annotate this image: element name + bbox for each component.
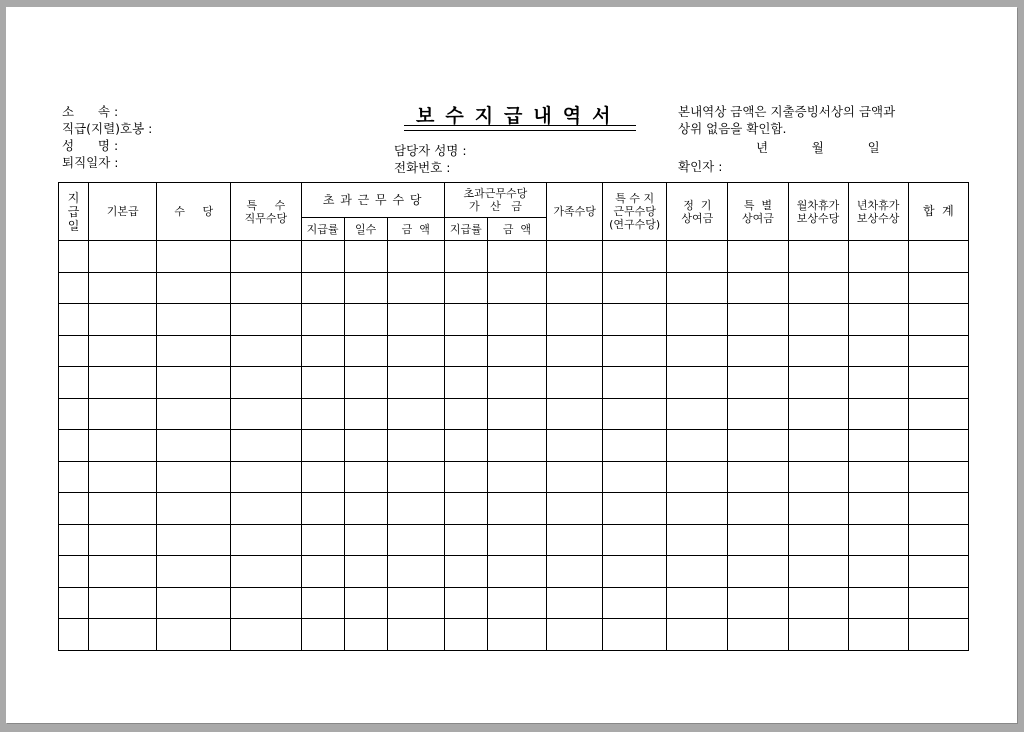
table-cell [788,398,848,430]
title-double-underline [404,125,636,131]
table-cell [157,241,231,273]
table-cell [487,367,546,399]
table-cell [788,556,848,588]
table-cell [728,493,788,525]
table-cell [667,398,728,430]
table-row [59,272,969,304]
header-regular-bonus: 정 기 상여금 [667,183,728,241]
table-cell [387,524,444,556]
table-cell [788,335,848,367]
table-cell [547,556,603,588]
table-cell [788,524,848,556]
table-cell [301,367,344,399]
table-cell [231,304,301,336]
table-cell [59,272,89,304]
table-cell [344,556,387,588]
table-row [59,619,969,651]
table-cell [89,272,157,304]
table-cell [157,587,231,619]
table-cell [231,587,301,619]
table-cell [603,335,667,367]
table-row [59,461,969,493]
table-cell [89,493,157,525]
document-title: 보수지급내역서 [416,105,622,127]
table-cell [344,272,387,304]
table-cell [301,398,344,430]
table-cell [157,272,231,304]
table-cell [387,367,444,399]
table-cell [908,241,968,273]
table-cell [444,335,487,367]
table-cell [848,304,908,336]
table-cell [387,556,444,588]
table-cell [667,556,728,588]
table-cell [344,619,387,651]
header-base-pay: 기본급 [89,183,157,241]
table-cell [231,272,301,304]
table-cell [728,430,788,462]
table-cell [444,461,487,493]
table-cell [848,619,908,651]
table-cell [487,524,546,556]
table-cell [157,430,231,462]
table-cell [603,461,667,493]
header-special-work-allowance: 특 수 지 근무수당 (연구수당) [603,183,667,241]
table-cell [444,304,487,336]
table-cell [547,304,603,336]
table-cell [728,398,788,430]
table-cell [301,493,344,525]
table-cell [444,241,487,273]
table-cell [157,524,231,556]
table-cell [603,304,667,336]
table-cell [728,587,788,619]
table-cell [231,524,301,556]
table-cell [848,556,908,588]
table-cell [157,556,231,588]
table-cell [603,272,667,304]
table-cell [908,335,968,367]
table-cell [59,556,89,588]
table-cell [908,587,968,619]
table-cell [728,524,788,556]
table-cell [908,367,968,399]
retire-date-label: 퇴직일자 : [62,155,119,170]
table-cell [89,524,157,556]
table-cell [231,241,301,273]
table-cell [728,304,788,336]
table-cell [301,524,344,556]
table-cell [908,556,968,588]
table-cell [344,398,387,430]
table-cell [908,619,968,651]
table-cell [231,335,301,367]
table-cell [667,430,728,462]
table-cell [301,587,344,619]
table-cell [89,461,157,493]
table-cell [387,461,444,493]
header-allowance: 수 당 [157,183,231,241]
table-cell [301,335,344,367]
table-cell [603,398,667,430]
table-cell [89,304,157,336]
table-cell [908,461,968,493]
table-cell [231,556,301,588]
table-cell [547,398,603,430]
table-cell [848,272,908,304]
table-cell [344,367,387,399]
table-cell [487,241,546,273]
table-cell [487,493,546,525]
table-cell [59,304,89,336]
table-cell [444,367,487,399]
table-cell [59,524,89,556]
table-cell [728,619,788,651]
table-cell [547,367,603,399]
table-cell [157,335,231,367]
table-cell [231,461,301,493]
table-cell [848,461,908,493]
table-cell [487,272,546,304]
table-cell [444,493,487,525]
table-cell [848,335,908,367]
table-cell [487,335,546,367]
table-cell [387,241,444,273]
table-cell [301,619,344,651]
table-cell [487,430,546,462]
header-overtime-allowance: 초 과 근 무 수 당 [301,183,444,218]
table-cell [487,398,546,430]
table-cell [848,524,908,556]
table-cell [387,587,444,619]
table-cell [728,272,788,304]
table-cell [848,398,908,430]
table-cell [788,461,848,493]
table-cell [89,619,157,651]
table-row [59,241,969,273]
table-cell [788,367,848,399]
table-cell [487,304,546,336]
table-cell [157,304,231,336]
table-cell [908,398,968,430]
table-cell [788,493,848,525]
table-cell [59,367,89,399]
header-monthly-leave-compensation: 월차휴가 보상수당 [788,183,848,241]
table-cell [487,556,546,588]
table-cell [444,524,487,556]
table-cell [908,304,968,336]
table-cell [444,430,487,462]
table-cell [603,367,667,399]
table-cell [444,272,487,304]
table-cell [231,398,301,430]
header-overtime-days: 일수 [344,218,387,241]
table-cell [89,556,157,588]
table-cell [157,398,231,430]
table-cell [157,493,231,525]
table-cell [728,335,788,367]
table-cell [301,304,344,336]
table-cell [301,461,344,493]
table-cell [387,304,444,336]
table-cell [667,272,728,304]
header-pay-day: 지 급 일 [59,183,89,241]
table-cell [344,587,387,619]
table-cell [547,524,603,556]
phone-label: 전화번호 : [394,160,451,175]
table-cell [157,461,231,493]
table-cell [487,619,546,651]
header-overtime-bonus-rate: 지급률 [444,218,487,241]
table-cell [231,430,301,462]
table-cell [603,430,667,462]
table-cell [667,367,728,399]
table-cell [547,335,603,367]
table-cell [908,493,968,525]
table-cell [788,619,848,651]
table-cell [59,461,89,493]
header-family-allowance: 가족수당 [547,183,603,241]
table-cell [444,619,487,651]
table-row [59,398,969,430]
table-cell [788,241,848,273]
table-cell [848,493,908,525]
table-cell [89,367,157,399]
table-cell [59,430,89,462]
table-cell [301,241,344,273]
table-cell [387,272,444,304]
table-cell [59,587,89,619]
table-cell [301,272,344,304]
affiliation-label: 소 속 : [62,104,119,119]
table-cell [444,587,487,619]
table-row [59,556,969,588]
table-cell [788,430,848,462]
table-cell [344,241,387,273]
table-cell [344,493,387,525]
table-cell [728,556,788,588]
header-total: 합 계 [908,183,968,241]
table-cell [728,367,788,399]
header-special-bonus: 특 별 상여금 [728,183,788,241]
table-cell [157,619,231,651]
header-overtime-bonus: 초과근무수당 가 산 금 [444,183,546,218]
table-row [59,335,969,367]
table-cell [667,304,728,336]
table-cell [344,461,387,493]
table-cell [667,241,728,273]
table-cell [547,430,603,462]
table-cell [667,619,728,651]
confirmer-label: 확인자 : [678,159,723,174]
table-row [59,493,969,525]
table-body [59,241,969,651]
table-cell [387,493,444,525]
table-cell [59,619,89,651]
table-cell [157,367,231,399]
header-overtime-rate: 지급률 [301,218,344,241]
table-cell [301,556,344,588]
pay-detail-table [58,182,969,651]
table-cell [848,367,908,399]
table-cell [728,461,788,493]
table-cell [908,524,968,556]
table-cell [908,430,968,462]
table-cell [89,398,157,430]
table-row [59,587,969,619]
table-cell [59,241,89,273]
table-row [59,304,969,336]
table-cell [444,398,487,430]
header-annual-leave-compensation: 년차휴가 보상수상 [848,183,908,241]
table-cell [387,398,444,430]
table-cell [444,556,487,588]
table-cell [547,461,603,493]
table-cell [603,524,667,556]
name-label: 성 명 : [62,138,119,153]
table-cell [89,241,157,273]
table-cell [908,272,968,304]
header-overtime-amount: 금 액 [387,218,444,241]
table-cell [848,241,908,273]
table-cell [667,461,728,493]
table-cell [89,587,157,619]
table-cell [59,398,89,430]
table-cell [231,367,301,399]
table-row [59,524,969,556]
table-cell [603,587,667,619]
table-cell [344,304,387,336]
confirmation-statement-line1: 본내역상 금액은 지출증빙서상의 금액과 [678,104,896,119]
table-cell [788,304,848,336]
table-cell [547,241,603,273]
table-cell [344,524,387,556]
table-cell [788,272,848,304]
table-cell [59,493,89,525]
table-cell [387,335,444,367]
table-cell [301,430,344,462]
staff-name-label: 담당자 성명 : [394,143,467,158]
table-cell [547,619,603,651]
table-cell [387,619,444,651]
header-overtime-bonus-amount: 금 액 [487,218,546,241]
table-cell [788,587,848,619]
confirmation-date: 년 월 일 [756,140,880,155]
grade-label: 직급(지렬)호봉 : [62,121,153,136]
confirmation-statement-line2: 상위 없음을 확인함. [678,121,787,136]
table-cell [231,619,301,651]
table-cell [547,587,603,619]
table-cell [603,493,667,525]
table-cell [89,335,157,367]
table-cell [603,241,667,273]
table-cell [59,335,89,367]
table-row [59,367,969,399]
table-cell [667,335,728,367]
table-cell [344,335,387,367]
table-cell [547,493,603,525]
table-cell [487,587,546,619]
table-cell [344,430,387,462]
table-cell [848,430,908,462]
table-cell [728,241,788,273]
table-cell [231,493,301,525]
table-cell [667,493,728,525]
header-special-duty-allowance: 특 수 직무수당 [231,183,301,241]
table-cell [603,556,667,588]
table-cell [603,619,667,651]
table-cell [89,430,157,462]
table-cell [848,587,908,619]
table-row [59,430,969,462]
table-cell [667,524,728,556]
table-cell [547,272,603,304]
table-cell [487,461,546,493]
table-cell [387,430,444,462]
table-cell [667,587,728,619]
